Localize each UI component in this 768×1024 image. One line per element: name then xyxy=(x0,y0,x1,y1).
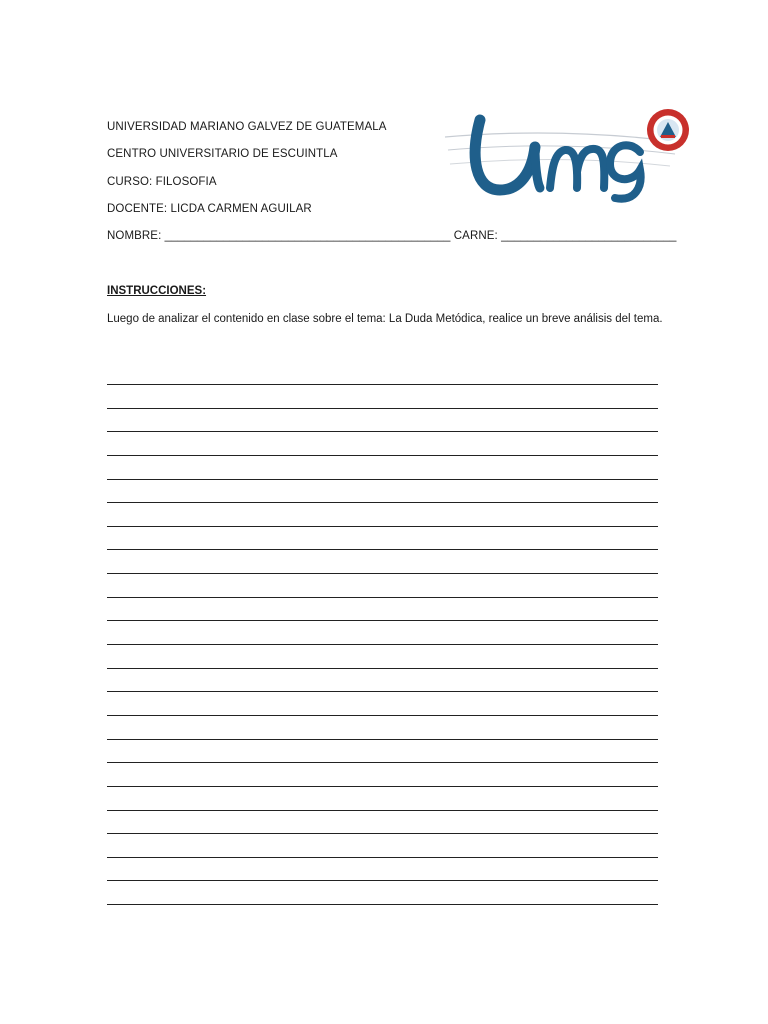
answer-line xyxy=(107,739,658,763)
answer-line xyxy=(107,479,658,503)
answer-line xyxy=(107,904,658,928)
answer-line xyxy=(107,502,658,526)
answer-line xyxy=(107,526,658,550)
answer-line xyxy=(107,384,658,408)
center-name: CENTRO UNIVERSITARIO DE ESCUINTLA xyxy=(107,148,338,160)
instructions-title: INSTRUCCIONES: xyxy=(107,285,207,297)
umg-seal-logo-icon xyxy=(440,102,695,212)
answer-line xyxy=(107,573,658,597)
answer-line xyxy=(107,786,658,810)
answer-line xyxy=(107,644,658,668)
answer-line xyxy=(107,455,658,479)
answer-line xyxy=(107,715,658,739)
answer-line xyxy=(107,620,658,644)
answer-line xyxy=(107,668,658,692)
answer-line xyxy=(107,833,658,857)
teacher-label: DOCENTE: LICDA CARMEN AGUILAR xyxy=(107,203,312,215)
answer-line xyxy=(107,762,658,786)
answer-line xyxy=(107,408,658,432)
answer-lines xyxy=(107,384,658,928)
answer-line xyxy=(107,691,658,715)
answer-line xyxy=(107,857,658,881)
answer-line xyxy=(107,597,658,621)
answer-line xyxy=(107,810,658,834)
umg-logo xyxy=(440,102,695,212)
answer-line xyxy=(107,880,658,904)
answer-line xyxy=(107,549,658,573)
name-carne-fields: NOMBRE: ____________________________________________ CARNE: ___________________________ xyxy=(107,230,677,242)
instructions-text: Luego de analizar el contenido en clase sobre el tema: La Duda Metódica, realice un breve análisis del tema. xyxy=(107,313,663,325)
course-label: CURSO: FILOSOFIA xyxy=(107,176,217,188)
university-name: UNIVERSIDAD MARIANO GALVEZ DE GUATEMALA xyxy=(107,121,387,133)
answer-line xyxy=(107,431,658,455)
